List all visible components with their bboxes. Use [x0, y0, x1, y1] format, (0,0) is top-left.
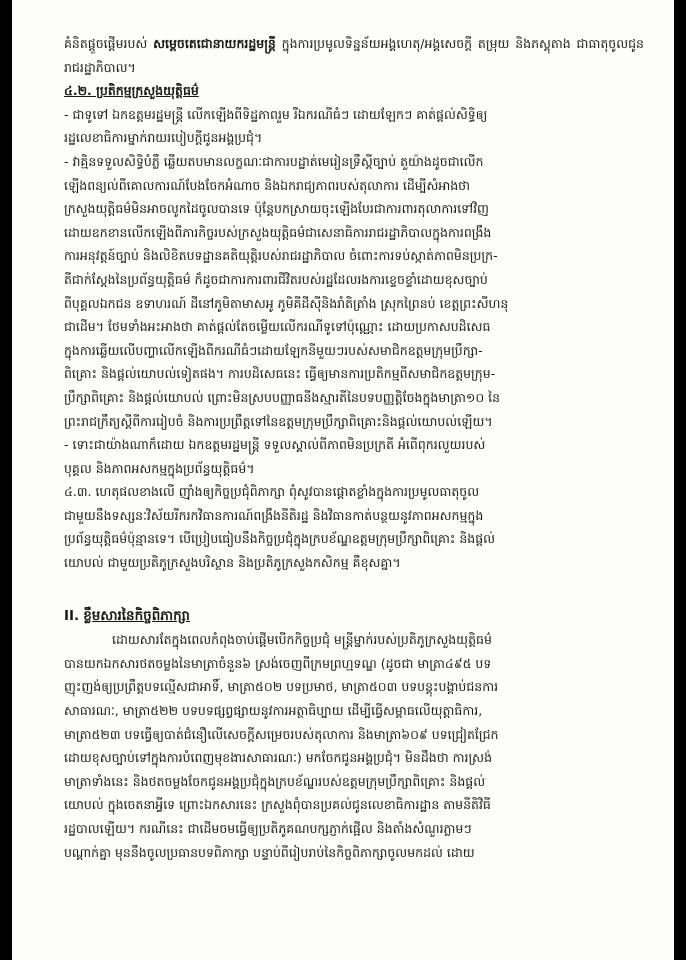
- section-ii-body: ដោយសារតែក្នុងពេលកំពុងចាប់ផ្តើមបើកកិច្ចប្រជុំ មន្ត្រីម្នាក់របស់ប្រតិភូក្រសួងយុត្តិធម៌ បានយកឯកសារថតចម្លងនៃមាត្រាចំនួន៦ ស្រង់ចេញពីក្រមព្រហ្មទណ្ឌ (ដូចជា មាត្រា៤៩៥ បទ ញុះញង់ឲ្យប្រព្រឹត្តបទល្មើសជាអាទិ៍, មាត្រា៥០២ បទប្រមាថ, មាត្រា៥០៣ បទបន្តុះបង្គាប់ជនការ សាធារណៈ, មាត្រា៥២២ បទបទផ្សព្វផ្សាយនូវការអត្ថាធិប្បាយ ដើម្បីធ្វើសម្ពាធលើយុត្តាធិការ, មាត្រា៥២៣ បទធ្វើឲ្យបាត់ជំនឿលើសេចក្តីសម្រេចរបស់តុលាការ និងមាត្រា៦០៩ បទជ្រៀតជ្រែក ដោយខុសច្បាប់ទៅក្នុងការបំពេញមុខងារសាធារណៈ) មកចែកជូនអង្គប្រជុំ។ មិនដឹងថា ការស្រង់ មាត្រាទាំងនេះ និងថតចម្លងចែកជូនអង្គប្រជុំក្នុងក្របខ័ណ្ឌរបស់ឧត្តមក្រុមប្រឹក្សាពិគ្រោះ និងផ្តល់ យោបល់ ក្នុងចេតនាអ្វីទេ ព្រោះឯកសារនេះ ក្រសួងពុំបានប្រគល់ជូនលេខាធិការដ្ឋាន តាមនីតិវិធី រដ្ឋបាលឡើយ។ ករណីនេះ ជាដើមចមធ្វើឲ្យប្រតិភូគណបក្សភ្ញាក់ផ្អើល និងតាំងសំណួរភ្លាមៗ បណ្តាក់គ្នា មុននឹងចូលប្រធានបទពិភាក្សា បន្ទាប់ពីរៀបរាប់នៃកិច្ចពិភាក្សាចូលមកដល់ ដោយ: [64, 632, 499, 860]
- intro-text-after: ក្នុងការប្រមូលទិន្នន័យអង្គហេតុ/អង្គសេចក្តី តម្រុយ និងភស្តុតាង ជាធាតុចូលជូនរាជរដ្ឋាភិបាល។: [64, 36, 644, 75]
- bullet-1: - ជាទូទៅ ឯកឧត្តមរដ្ឋមន្ត្រី លើកឡើងពីទិដ្ឋភាពរួម រឺឯករណីធំៗ ដោយឡែកៗ គាត់ផ្តល់សិទ្ធិឲ្យ រដ្ឋលេខាធិការម្នាក់រាយរបៀបក្តីជូនអង្គប្រជុំ។: [64, 106, 488, 146]
- document-page: [12, 0, 674, 960]
- intro-paragraph: [64, 32, 644, 79]
- intro-bold-title: សម្តេចតេជោនាយករដ្ឋមន្ត្រី: [153, 36, 276, 51]
- bullet-2: - វាគ្មិនទទួលសិទ្ធិបំភ្លឺ ឆ្លើយតបមានលក្ខណៈជាការបដ្ឋាត់មេរៀនទ្រឹស្តីច្បាប់ តួយ៉ាងដូចជាលើក ឡើងពន្យល់ពីគោលការណ៍បែងចែកអំណាច និងឯករាជ្យភាពរបស់តុលាការ ដើម្បីសំអាងថា ក្រសួងយុត្តិធម៌មិនអាចលូកដៃចូលបានទេ ប៉ុន្តែបកស្រាយចុះឡើងបែរជាការពារតុលាការទៅវិញ ដោយឧកខានលើកឡើងពីភារកិច្ចរបស់ក្រសួងយុត្តិធម៌ជាសេនាធិការរាជរដ្ឋាភិបាលក្នុងការពង្រឹង ការអនុវត្តន៍ច្បាប់ និងលិខិតបទដ្ឋានគតិយុត្តិរបស់រាជរដ្ឋាភិបាល ចំពោះការទប់ស្កាត់ភាពមិនប្រក្រ- តីជាក់ស្តែងនៃប្រព័ន្ធយុត្តិធម៌ ក៏ដូចជាការការពារជីវិតរបស់រដ្ឋដែលរងការខ្ទេចខ្ទាំដោយខុសច្បាប់ ពីបុគ្គលឯកជន ឧទាហរណ៍ ដីនៅភូមិតាមាសអូ ភូមិគីដីស៊ីនិងរាំតិត្រាំង ស្រុកព្រៃនប់ ខេត្តព្រះសីហនុ ជាដើម។ ថែមទាំងអះអាងថា គាត់ផ្តល់តែចម្លើយលើករណីទូទៅប៉ុណ្ណោះ ដោយប្រកាសបដិសេធ ក្នុងការឆ្លើយលើបញ្ហាលើកឡើងពីករណីធំៗដោយឡែកនីមួយៗរបស់សមាជិកឧត្តមក្រុមប្រឹក្សា- ពិគ្រោះ និងផ្តល់យោបល់ទៀតផង។ ការបដិសេធនេះ ធ្វើឲ្យមានការប្រតិកម្មពីសមាជិកឧត្តមក្រុម- ប្រឹក្សាពិគ្រោះ និងផ្តល់យោបល់ ព្រោះមិនស្របបញ្ញាធនីងស្មារតីនៃបទបញ្ញត្តិចែងក្នុងមាត្រា១០ នៃ ព្រះរាជក្រឹត្យស្តីពីការរៀបចំ និងការប្រព្រឹត្តទៅនៃឧត្តមក្រុមប្រឹក្សាពិគ្រោះនិងផ្តល់យោបល់ឡើយ។: [64, 153, 509, 429]
- bullet-3: - ទោះជាយ៉ាងណាក៏ដោយ ឯកឧត្តមរដ្ឋមន្ត្រី ទទួលស្គាល់ពីភាពមិនប្រក្រតី អំពើពុករលួយរបស់ បុគ្គល និងភាពអសកម្មក្នុងប្រព័ន្ធយុត្តិធម៌។: [64, 437, 486, 476]
- intro-text-before: គំនិតផ្តួចផ្តើមរបស់: [64, 36, 154, 51]
- heading-4-2: ៤.២. ប្រតិកម្មក្រសួងយុត្តិធម៌: [64, 83, 199, 99]
- paragraph-4-3: ៤.៣. ហេតុផលខាងលើ ញ៉ាំងឲ្យកិច្ចប្រជុំពិភាក្សា ពុំសូវបានផ្តោតខ្លាំងក្នុងការប្រមូលធាតុចូល ជាមួយនឹងទស្សនៈវិស័យរីករកវិធានការណ៍ពង្រឹងនីតិរដ្ឋ និងវិធានកាត់បន្ថយនូវភាពអសកម្មក្នុង ប្រព័ន្ធយុត្តិធម៌ប៉ុន្មានទេ។ បើប្រៀបធៀបនឹងកិច្ចប្រជុំក្នុងក្របខ័ណ្ឌឧត្តមក្រុមប្រឹក្សាពិគ្រោះ និងផ្តល់ យោបល់ ជាមួយប្រតិភូក្រសួងបរិស្ថាន និងប្រតិភូក្រសួងកសិកម្ម គឺខុសគ្នា។: [64, 484, 496, 571]
- section-ii-number: II.: [64, 607, 80, 624]
- section-ii-title: [64, 605, 644, 629]
- section-ii-heading: ខ្លឹមសារនៃកិច្ចពិភាក្សា: [83, 607, 190, 624]
- section-gap: [64, 575, 644, 605]
